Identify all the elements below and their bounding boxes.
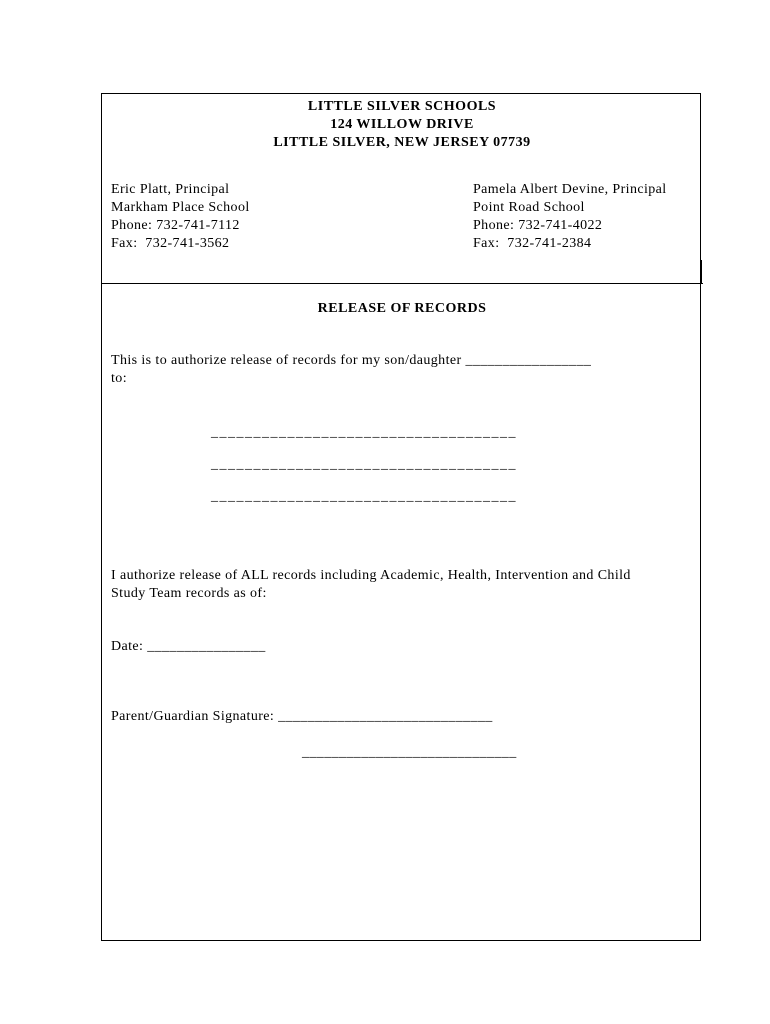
recipient-line-2[interactable]: ____________________________________ bbox=[211, 457, 517, 472]
authorize-line[interactable]: This is to authorize release of records for my son/daughter _________________ bbox=[111, 353, 592, 368]
left-fax: Fax: 732-741-3562 bbox=[111, 236, 230, 251]
left-phone: Phone: 732-741-7112 bbox=[111, 218, 240, 233]
signature-field-2[interactable]: _____________________________ bbox=[302, 745, 517, 760]
recipient-line-1[interactable]: ____________________________________ bbox=[211, 425, 517, 440]
form-title: RELEASE OF RECORDS bbox=[317, 301, 487, 316]
date-field[interactable]: Date: ________________ bbox=[111, 639, 266, 654]
signature-field[interactable]: Parent/Guardian Signature: _____________________________ bbox=[111, 709, 493, 724]
to-label: to: bbox=[111, 371, 127, 386]
right-school-name: Point Road School bbox=[473, 200, 585, 215]
school-street: 124 WILLOW DRIVE bbox=[330, 117, 474, 132]
header-left-tick bbox=[101, 260, 102, 284]
right-phone: Phone: 732-741-4022 bbox=[473, 218, 603, 233]
header-right-tick bbox=[701, 260, 702, 284]
right-fax: Fax: 732-741-2384 bbox=[473, 236, 592, 251]
school-name: LITTLE SILVER SCHOOLS bbox=[307, 99, 497, 114]
all-records-text-2: Study Team records as of: bbox=[111, 586, 267, 601]
school-city: LITTLE SILVER, NEW JERSEY 07739 bbox=[273, 135, 531, 150]
right-principal-name: Pamela Albert Devine, Principal bbox=[473, 182, 667, 197]
all-records-text-1: I authorize release of ALL records including Academic, Health, Intervention and Child bbox=[111, 568, 631, 583]
left-school-name: Markham Place School bbox=[111, 200, 250, 215]
recipient-line-3[interactable]: ____________________________________ bbox=[211, 489, 517, 504]
header-divider bbox=[101, 283, 703, 284]
left-principal-name: Eric Platt, Principal bbox=[111, 182, 230, 197]
